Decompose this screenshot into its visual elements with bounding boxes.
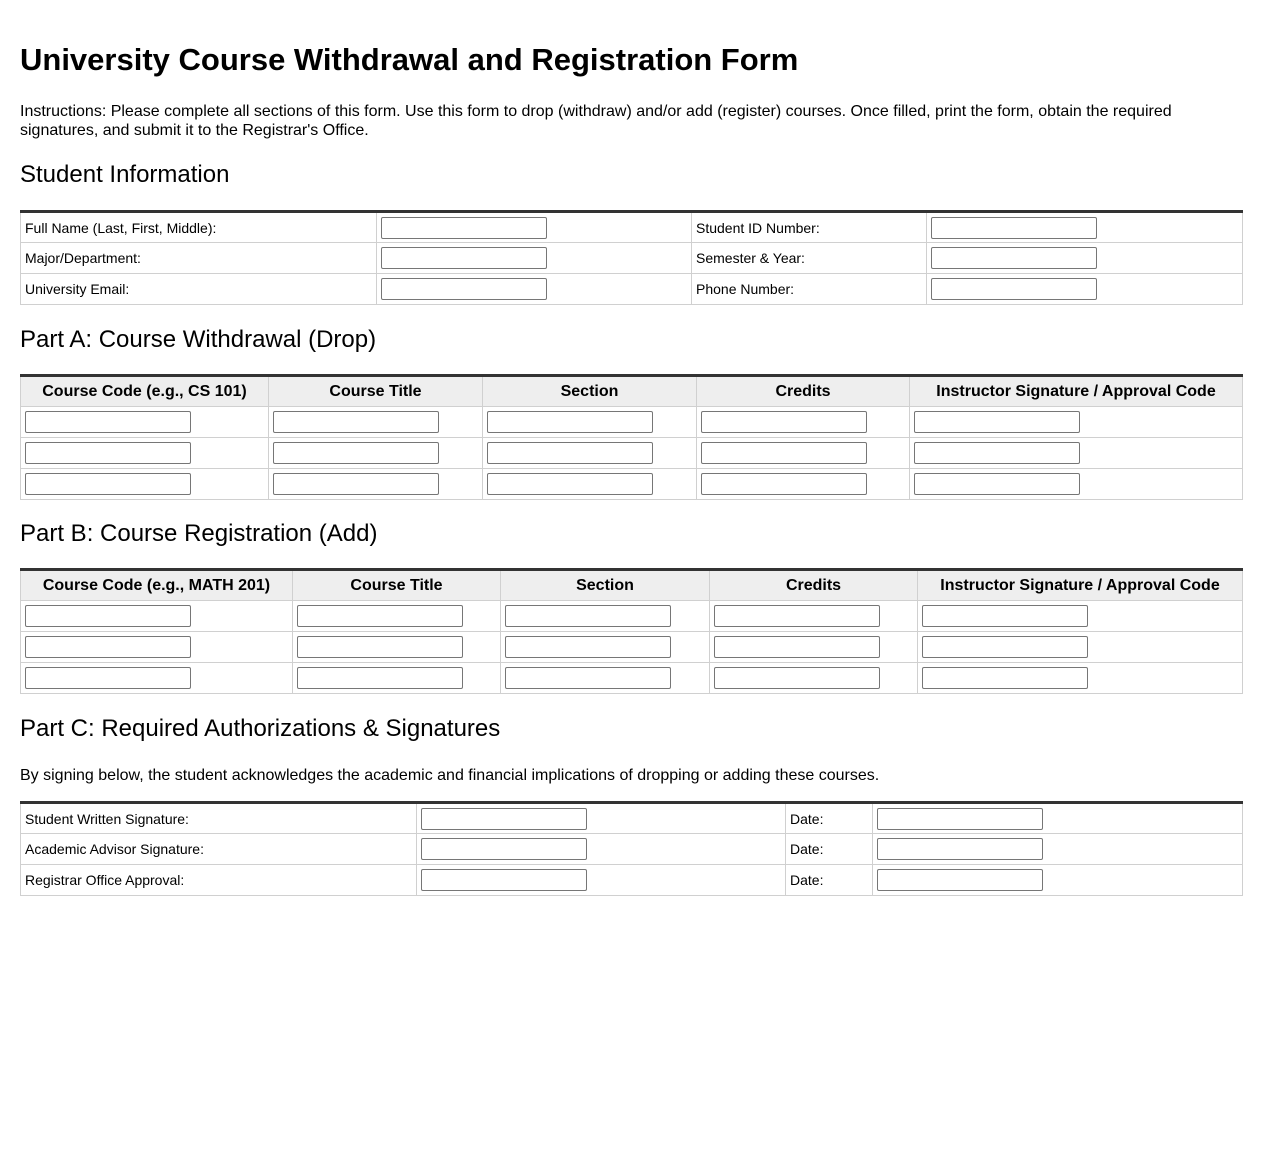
- add-section-input[interactable]: [505, 667, 671, 689]
- add-col-section: Section: [501, 570, 710, 601]
- advisor-date-input[interactable]: [877, 838, 1043, 860]
- part-b-heading: Part B: Course Registration (Add): [20, 520, 378, 547]
- major-label: Major/Department:: [21, 243, 377, 274]
- drop-section-input[interactable]: [487, 442, 653, 464]
- acknowledgement-text: By signing below, the student acknowledges the academic and financial implications of dropping or adding these courses.: [20, 767, 880, 784]
- drop-course-row: [21, 407, 1243, 438]
- full-name-input[interactable]: [381, 217, 547, 239]
- full-name-label: Full Name (Last, First, Middle):: [21, 212, 377, 243]
- drop-course-code-input[interactable]: [25, 473, 191, 495]
- registrar-date-label: Date:: [786, 865, 873, 896]
- add-section-input[interactable]: [505, 636, 671, 658]
- drop-course-code-input[interactable]: [25, 411, 191, 433]
- registrar-approval-input[interactable]: [421, 869, 587, 891]
- part-c-heading: Part C: Required Authorizations & Signatures: [20, 715, 501, 742]
- add-credits-input[interactable]: [714, 667, 880, 689]
- add-course-code-input[interactable]: [25, 667, 191, 689]
- drop-credits-input[interactable]: [701, 442, 867, 464]
- phone-label: Phone Number:: [692, 274, 927, 305]
- drop-instructor-signature-input[interactable]: [914, 442, 1080, 464]
- student-date-input[interactable]: [877, 808, 1043, 830]
- drop-header-row: [21, 376, 1243, 407]
- add-col-instructor-signature: Instructor Signature / Approval Code: [918, 570, 1243, 601]
- add-col-course-code: Course Code (e.g., MATH 201): [21, 570, 293, 601]
- add-course-row: [21, 632, 1243, 663]
- add-credits-input[interactable]: [714, 636, 880, 658]
- drop-col-section: Section: [483, 376, 697, 407]
- add-col-credits: Credits: [710, 570, 918, 601]
- drop-col-instructor-signature: Instructor Signature / Approval Code: [910, 376, 1243, 407]
- form-instructions: Instructions: Please complete all sections of this form. Use this form to drop (withdraw) and/or add (register) courses. Once filled, print the form, obtain the required signatures, and submit it to the Registrar's Office.: [20, 103, 1172, 139]
- student-info-row: [21, 212, 1243, 243]
- advisor-signature-label: Academic Advisor Signature:: [21, 834, 417, 865]
- add-section-input[interactable]: [505, 605, 671, 627]
- part-a-heading: Part A: Course Withdrawal (Drop): [20, 326, 377, 353]
- form-page: [0, 42, 1262, 896]
- student-info-row: [21, 274, 1243, 305]
- drop-course-title-input[interactable]: [273, 442, 439, 464]
- add-course-row: [21, 663, 1243, 694]
- drop-course-code-input[interactable]: [25, 442, 191, 464]
- email-label: University Email:: [21, 274, 377, 305]
- signature-row: [21, 803, 1243, 834]
- drop-course-row: [21, 438, 1243, 469]
- add-course-code-input[interactable]: [25, 636, 191, 658]
- drop-col-credits: Credits: [697, 376, 910, 407]
- advisor-date-label: Date:: [786, 834, 873, 865]
- drop-instructor-signature-input[interactable]: [914, 411, 1080, 433]
- drop-instructor-signature-input[interactable]: [914, 473, 1080, 495]
- add-header-row: [21, 570, 1243, 601]
- email-input[interactable]: [381, 278, 547, 300]
- add-instructor-signature-input[interactable]: [922, 667, 1088, 689]
- signature-row: [21, 865, 1243, 896]
- add-course-code-input[interactable]: [25, 605, 191, 627]
- student-info-table: [20, 210, 1243, 305]
- add-course-title-input[interactable]: [297, 667, 463, 689]
- major-input[interactable]: [381, 247, 547, 269]
- add-credits-input[interactable]: [714, 605, 880, 627]
- student-id-input[interactable]: [931, 217, 1097, 239]
- student-signature-label: Student Written Signature:: [21, 803, 417, 834]
- add-instructor-signature-input[interactable]: [922, 636, 1088, 658]
- add-col-course-title: Course Title: [293, 570, 501, 601]
- form-title: University Course Withdrawal and Registration Form: [20, 42, 799, 77]
- drop-credits-input[interactable]: [701, 473, 867, 495]
- registrar-date-input[interactable]: [877, 869, 1043, 891]
- student-date-label: Date:: [786, 803, 873, 834]
- student-signature-input[interactable]: [421, 808, 587, 830]
- student-info-row: [21, 243, 1243, 274]
- advisor-signature-input[interactable]: [421, 838, 587, 860]
- add-instructor-signature-input[interactable]: [922, 605, 1088, 627]
- semester-label: Semester & Year:: [692, 243, 927, 274]
- drop-course-title-input[interactable]: [273, 411, 439, 433]
- signatures-table: [20, 801, 1243, 896]
- drop-credits-input[interactable]: [701, 411, 867, 433]
- add-course-title-input[interactable]: [297, 636, 463, 658]
- semester-input[interactable]: [931, 247, 1097, 269]
- add-courses-table: [20, 568, 1243, 694]
- drop-courses-table: [20, 374, 1243, 500]
- drop-section-input[interactable]: [487, 411, 653, 433]
- phone-input[interactable]: [931, 278, 1097, 300]
- student-id-label: Student ID Number:: [692, 212, 927, 243]
- drop-col-course-code: Course Code (e.g., CS 101): [21, 376, 269, 407]
- drop-course-row: [21, 469, 1243, 500]
- drop-course-title-input[interactable]: [273, 473, 439, 495]
- student-info-heading: Student Information: [20, 161, 230, 188]
- add-course-title-input[interactable]: [297, 605, 463, 627]
- drop-section-input[interactable]: [487, 473, 653, 495]
- add-course-row: [21, 601, 1243, 632]
- registrar-approval-label: Registrar Office Approval:: [21, 865, 417, 896]
- signature-row: [21, 834, 1243, 865]
- drop-col-course-title: Course Title: [269, 376, 483, 407]
